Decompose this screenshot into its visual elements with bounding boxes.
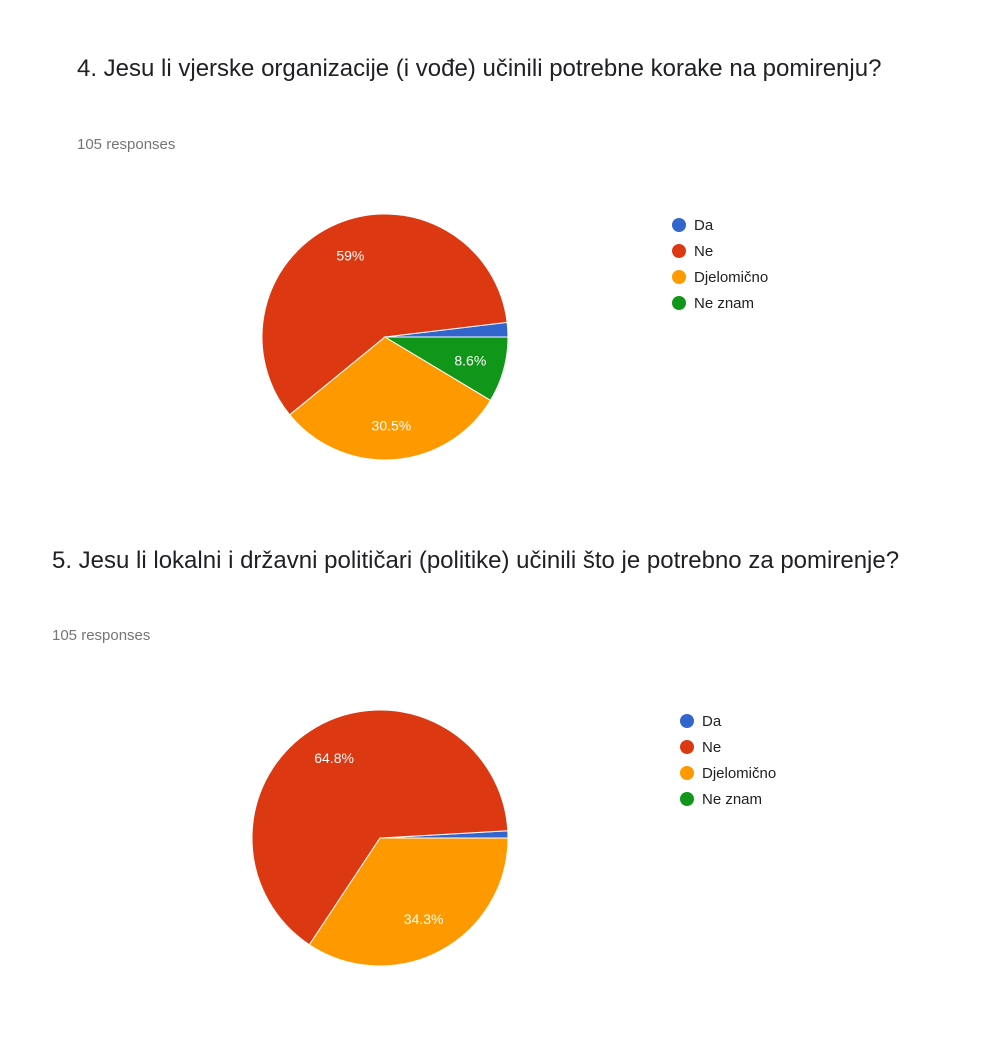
legend-label: Djelomično [694, 268, 769, 286]
pie-chart[interactable] [260, 212, 510, 462]
question-title: 4. Jesu li vjerske organizacije (i vođe) učinili potrebne korake na pomirenju? [77, 55, 882, 82]
legend-label: Ne znam [702, 790, 763, 808]
legend-swatch [672, 270, 686, 284]
data-label-ne: 64.8% [314, 750, 354, 767]
legend-swatch [680, 792, 694, 806]
legend-item-djelomicno[interactable] [680, 760, 776, 786]
chart-card-q4 [0, 0, 1000, 500]
legend-swatch [680, 714, 694, 728]
data-label-ne-znam: 8.6% [454, 352, 487, 369]
data-label-ne: 59% [336, 247, 365, 264]
chart-legend [672, 212, 768, 316]
pie-chart[interactable] [250, 708, 510, 968]
legend-item-ne[interactable] [672, 238, 768, 264]
legend-label: Da [702, 712, 722, 730]
legend-item-ne-znam[interactable] [672, 290, 768, 316]
legend-item-da[interactable] [672, 212, 768, 238]
legend-swatch [672, 296, 686, 310]
legend-label: Ne znam [694, 294, 755, 312]
data-label-djelomicno: 34.3% [403, 911, 444, 928]
legend-item-ne-znam[interactable] [680, 786, 776, 812]
legend-label: Djelomično [702, 764, 777, 782]
legend-label: Da [694, 216, 714, 234]
data-label-djelomicno: 30.5% [371, 417, 412, 434]
chart-card-q5 [0, 500, 1000, 1062]
legend-label: Ne [694, 242, 714, 260]
legend-swatch [672, 244, 686, 258]
legend-item-djelomicno[interactable] [672, 264, 768, 290]
legend-label: Ne [702, 738, 722, 756]
legend-item-ne[interactable] [680, 734, 776, 760]
chart-legend [680, 708, 776, 812]
legend-swatch [672, 218, 686, 232]
response-count: 105 responses [52, 627, 151, 644]
question-title: 5. Jesu li lokalni i državni političari (politike) učinili što je potrebno za pomirenje? [52, 547, 900, 574]
legend-swatch [680, 740, 694, 754]
legend-swatch [680, 766, 694, 780]
response-count: 105 responses [77, 136, 176, 153]
legend-item-da[interactable] [680, 708, 776, 734]
